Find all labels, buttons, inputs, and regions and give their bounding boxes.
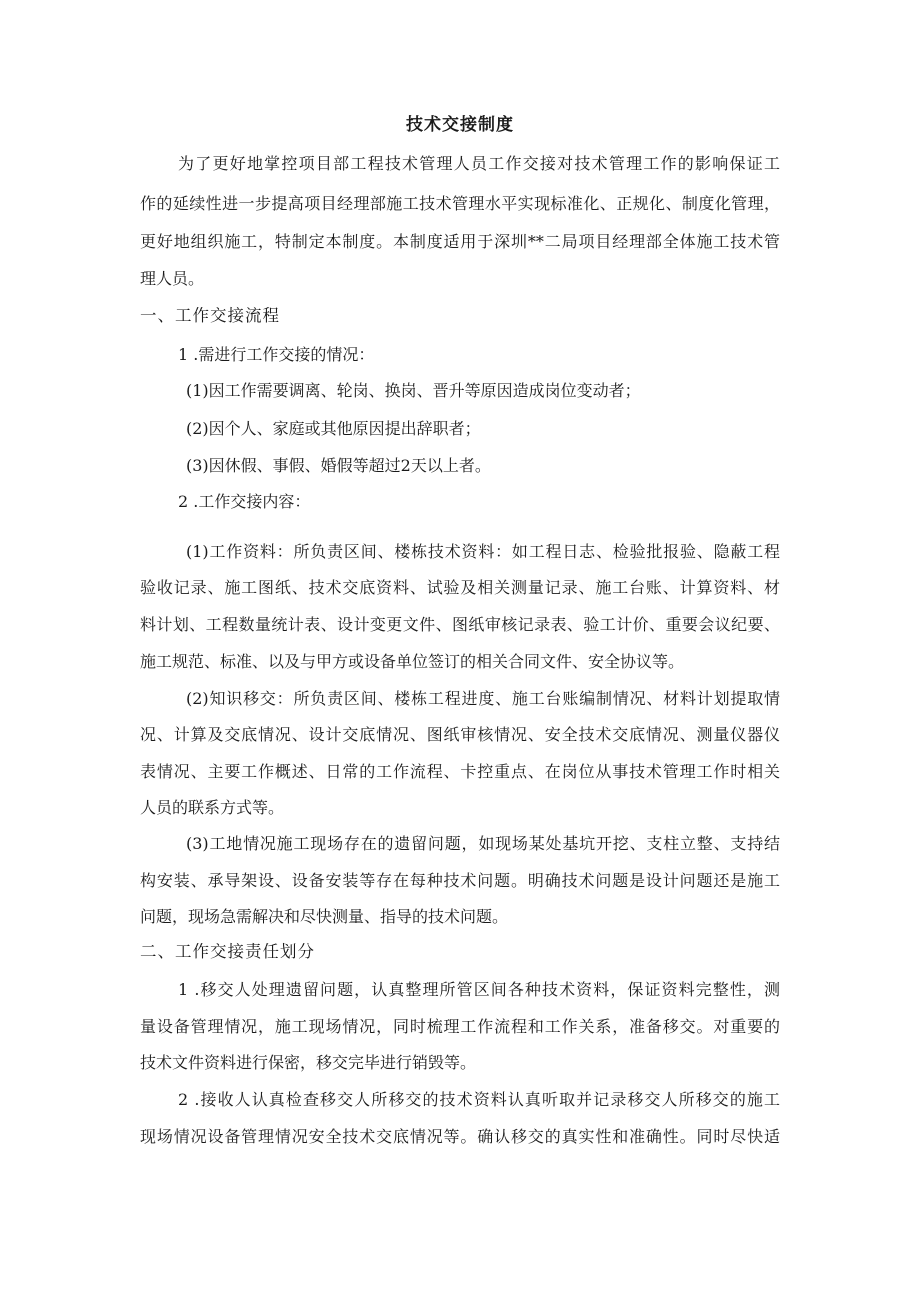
section-heading: 二、工作交接责任划分 — [140, 942, 315, 961]
paragraph-line: 料计划、工程数量统计表、设计变更文件、图纸审核记录表、验工计价、重要会议纪要、 — [140, 615, 780, 634]
section-heading: 一、工作交接流程 — [140, 306, 280, 325]
paragraph-line: 2 .接收人认真检查移交人所移交的技术资料认真听取并记录移交人所移交的施工 — [178, 1090, 780, 1109]
intro-line: 理人员。 — [140, 269, 205, 288]
paragraph-line: 构安装、承导架设、设备安装等存在每种技术问题。明确技术问题是设计问题还是施工 — [140, 871, 780, 890]
list-item: (3)因休假、事假、婚假等超过2天以上者。 — [186, 456, 491, 475]
paragraph-line: 况、计算及交底情况、设计交底情况、图纸审核情况、安全技术交底情况、测量仪器仪 — [140, 725, 780, 744]
intro-line: 更好地组织施工，特制定本制度。本制度适用于深圳**二局项目经理部全体施工技术管 — [140, 232, 780, 251]
paragraph-line: 施工规范、标准、以及与甲方或设备单位签订的相关合同文件、安全协议等。 — [140, 652, 685, 671]
paragraph-line: 1 .移交人处理遗留问题，认真整理所管区间各种技术资料，保证资料完整性，测 — [178, 980, 780, 999]
list-item: (1)因工作需要调离、轮岗、换岗、晋升等原因造成岗位变动者； — [186, 381, 641, 400]
paragraph-line: 问题，现场急需解决和尽快测量、指导的技术问题。 — [140, 907, 509, 926]
paragraph-line: 人员的联系方式等。 — [140, 798, 285, 817]
paragraph-line: 量设备管理情况，施工现场情况，同时梳理工作流程和工作关系，准备移交。对重要的 — [140, 1017, 780, 1036]
paragraph-line: 现场情况设备管理情况安全技术交底情况等。确认移交的真实性和准确性。同时尽快适 — [140, 1127, 780, 1146]
list-item: 2 .工作交接内容： — [178, 492, 311, 511]
paragraph-line: 表情况、主要工作概述、日常的工作流程、卡控重点、在岗位从事技术管理工作时相关 — [140, 762, 780, 781]
document-title: 技术交接制度 — [406, 115, 514, 135]
intro-line: 为了更好地掌控项目部工程技术管理人员工作交接对技术管理工作的影响保证工 — [178, 154, 780, 173]
intro-line: 作的延续性进一步提高项目经理部施工技术管理水平实现标准化、正规化、制度化管理， — [140, 194, 780, 213]
list-item: (2)因个人、家庭或其他原因提出辞职者； — [186, 419, 481, 438]
paragraph-line: (1)工作资料：所负责区间、楼栋技术资料：如工程日志、检验批报验、隐蔽工程 — [186, 542, 780, 561]
paragraph-line: 技术文件资料进行保密，移交完毕进行销毁等。 — [140, 1053, 477, 1072]
paragraph-line: (3)工地情况施工现场存在的遗留问题，如现场某处基坑开挖、支柱立整、支持结 — [186, 834, 780, 853]
paragraph-line: 验收记录、施工图纸、技术交底资料、试验及相关测量记录、施工台账、计算资料、材 — [140, 578, 780, 597]
list-item: 1 .需进行工作交接的情况： — [178, 345, 375, 364]
paragraph-line: (2)知识移交：所负责区间、楼栋工程进度、施工台账编制情况、材料计划提取情 — [186, 689, 780, 708]
